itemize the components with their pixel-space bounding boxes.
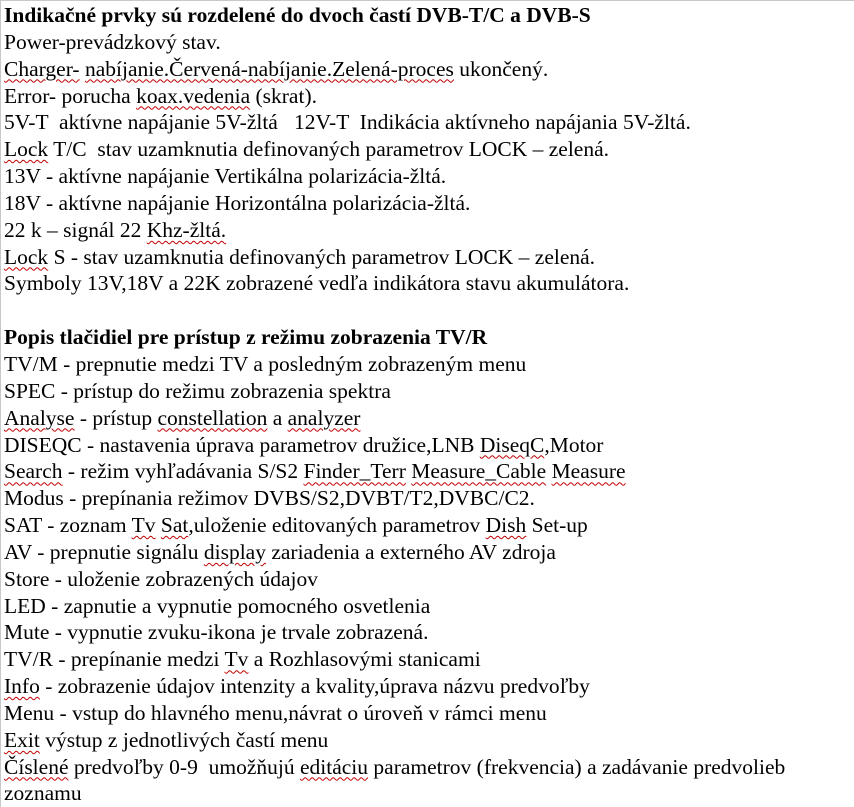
text-line bbox=[4, 432, 854, 459]
text-line bbox=[4, 754, 854, 781]
text-segment: 13V - aktívne napájanie Vertikálna polarizácia-žltá. bbox=[4, 164, 447, 189]
text-line bbox=[4, 566, 854, 593]
text-segment: - zobrazenie údajov intenzity a kvality,úprava názvu predvoľby bbox=[39, 674, 590, 699]
text-segment: DISEQC - nastavenia úprava parametrov družice,LNB bbox=[4, 432, 480, 457]
text-segment: Mute - vypnutie zvuku-ikona je trvale zobrazená. bbox=[4, 620, 429, 645]
text-segment: (skrat). bbox=[250, 83, 317, 108]
text-line bbox=[4, 351, 854, 378]
text-segment: ukončený. bbox=[453, 56, 549, 81]
text-line bbox=[4, 727, 854, 754]
text-segment: zariadenia a externého AV zdroja bbox=[265, 539, 556, 564]
text-segment: ,Motor bbox=[544, 432, 604, 457]
text-line bbox=[4, 673, 854, 700]
text-segment: TV/R - prepínanie medzi bbox=[4, 647, 225, 672]
misspelled-word: Search bbox=[4, 459, 63, 484]
text-segment: 22 k – signál 22 bbox=[4, 217, 147, 242]
misspelled-word: Sat bbox=[160, 513, 189, 538]
text-segment: výstup z jednotlivých častí menu bbox=[39, 727, 329, 752]
text-segment: a bbox=[267, 405, 288, 430]
text-segment: SAT - zoznam bbox=[4, 513, 132, 538]
misspelled-word: Lock bbox=[4, 137, 49, 162]
text-line bbox=[4, 217, 854, 244]
text-line bbox=[4, 190, 854, 217]
text-segment: a Rozhlasovými stanicami bbox=[248, 647, 481, 672]
misspelled-word: Tv bbox=[224, 647, 249, 672]
text-line bbox=[4, 270, 854, 297]
text-line bbox=[4, 405, 854, 432]
text-segment: - režim vyhľadávania S/S2 bbox=[62, 459, 304, 484]
text-line bbox=[4, 593, 854, 620]
misspelled-word: Exit bbox=[4, 727, 40, 752]
text-line bbox=[4, 619, 854, 646]
text-segment: Set-up bbox=[526, 513, 588, 538]
text-segment: - prístup bbox=[74, 405, 158, 430]
misspelled-word: Tv bbox=[131, 513, 156, 538]
text-segment: ,uloženie editovaných parametrov bbox=[188, 513, 486, 538]
text-segment: Symboly 13V,18V a 22K zobrazené vedľa indikátora stavu akumulátora. bbox=[4, 271, 630, 296]
misspelled-word: Dish bbox=[485, 513, 527, 538]
text-line bbox=[4, 646, 854, 673]
misspelled-word: koax.vedenia bbox=[136, 83, 251, 108]
text-line bbox=[4, 458, 854, 485]
text-segment: parametrov (frekvencia) a zadávanie predvolieb bbox=[368, 754, 786, 779]
text-segment: Menu - vstup do hlavného menu,návrat o úroveň v rámci menu bbox=[4, 700, 547, 725]
text-line bbox=[4, 163, 854, 190]
text-line bbox=[4, 539, 854, 566]
text-segment: Popis tlačidiel pre prístup z režimu zobrazenia TV/R bbox=[4, 325, 488, 350]
misspelled-word: Measure_Cable bbox=[411, 459, 547, 484]
misspelled-word: Číslené bbox=[4, 754, 69, 779]
misspelled-word: nabíjanie.Červená-nabíjanie.Zelená-proces bbox=[84, 56, 454, 81]
blank-line bbox=[4, 297, 854, 324]
misspelled-word: editáciu bbox=[299, 754, 369, 779]
misspelled-word: analyzer bbox=[287, 405, 361, 430]
misspelled-word: DiseqC bbox=[479, 432, 545, 457]
text-line bbox=[4, 29, 854, 56]
text-line bbox=[4, 56, 854, 83]
text-segment: Store - uloženie zobrazených údajov bbox=[4, 566, 319, 591]
text-line bbox=[4, 485, 854, 512]
text-segment: SPEC - prístup do režimu zobrazenia spektra bbox=[4, 378, 391, 403]
misspelled-word: display bbox=[203, 539, 266, 564]
misspelled-word: Finder_Terr bbox=[303, 459, 406, 484]
text-segment: Power-prevádzkový stav. bbox=[4, 29, 221, 54]
misspelled-word: Khz-žltá. bbox=[146, 217, 227, 242]
text-segment: T/C stav uzamknutia definovaných parametrov LOCK – zelená. bbox=[48, 137, 610, 162]
text-line bbox=[4, 136, 854, 163]
text-line bbox=[4, 378, 854, 405]
text-line bbox=[4, 780, 854, 807]
text-segment: S - stav uzamknutia definovaných parametrov LOCK – zelená. bbox=[48, 244, 596, 269]
document-body bbox=[4, 2, 854, 807]
text-segment: AV - prepnutie signálu bbox=[4, 539, 204, 564]
text-line bbox=[4, 244, 854, 271]
text-line bbox=[4, 109, 854, 136]
text-line bbox=[4, 83, 854, 110]
misspelled-word: Info bbox=[4, 674, 40, 699]
section-heading bbox=[4, 2, 854, 29]
text-segment: zoznamu bbox=[4, 781, 82, 806]
text-segment: LED - zapnutie a vypnutie pomocného osvetlenia bbox=[4, 593, 431, 618]
misspelled-word: Lock bbox=[4, 244, 49, 269]
section-heading bbox=[4, 324, 854, 351]
text-segment: Error- porucha bbox=[4, 83, 137, 108]
text-line bbox=[4, 700, 854, 727]
text-segment: Indikačné prvky sú rozdelené do dvoch častí DVB-T/C a DVB-S bbox=[4, 3, 591, 27]
text-segment: TV/M - prepnutie medzi TV a posledným zobrazeným menu bbox=[4, 351, 527, 376]
text-segment: 18V - aktívne napájanie Horizontálna polarizácia-žltá. bbox=[4, 190, 471, 215]
text-segment: predvoľby 0-9 umožňujú bbox=[68, 754, 300, 779]
misspelled-word: Measure bbox=[551, 459, 626, 484]
text-segment: 5V-T aktívne napájanie 5V-žltá 12V-T Indikácia aktívneho napájania 5V-žltá. bbox=[4, 110, 691, 135]
misspelled-word: Analyse bbox=[4, 405, 75, 430]
misspelled-word: constellation bbox=[157, 405, 268, 430]
text-line bbox=[4, 512, 854, 539]
misspelled-word: Charger- bbox=[4, 56, 80, 81]
text-segment: Modus - prepínania režimov DVBS/S2,DVBT/T2,DVBC/C2. bbox=[4, 486, 535, 511]
